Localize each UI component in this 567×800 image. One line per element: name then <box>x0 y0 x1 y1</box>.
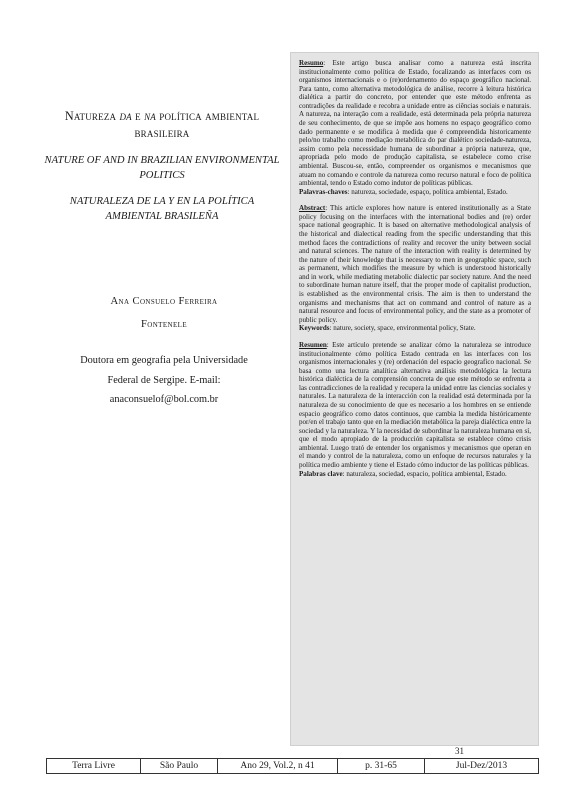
title-spanish: NATURALEZA DE LA Y EN LA POLÍTICA AMBIENTAL BRASILEÑA <box>69 196 255 222</box>
author-email: anaconsuelof@bol.com.br <box>109 394 219 405</box>
title-pt-na: na <box>144 109 156 123</box>
resumen-keywords-label: Palabras clave <box>299 469 343 478</box>
resumen-keywords: : naturaleza, sociedad, espacio, política ambiental, Estado. <box>342 469 507 478</box>
resumen-paragraph <box>299 341 531 478</box>
author-name <box>66 290 262 336</box>
affiliation-line2: Federal de Sergipe. E-mail: <box>107 374 221 386</box>
footer-city: São Paulo <box>140 759 217 773</box>
affiliation-line1: Doutora em geografia pela Universidade <box>80 355 248 366</box>
author-affiliation <box>50 351 278 410</box>
resumo-text: : Este artigo busca analisar como a natureza está inscrita institucionalmente como política de Estado, focalizando as interfaces com os organismos internacionais e o (re)ordenamento do espaço geográfico nacional. Para tanto, como alternativa metodológica de análise, recorre à leitura histórica dialética a partir do concreto, por entender que este método enfrenta as contradições da realidade e recobra a unidade entre as ciências sociais e naturais. A natureza, na interação com a realidade, está determinada pela própria natureza de seu conhecimento, de que se impõe aos homens no espaço geográfico como dado permanente e se modifica à medida que é compreendida historicamente pelo/no trabalho como mediação metabólica do par dialético sociedade-natureza, assim como pela necessidade humana de subordinar a própria natureza, que, apropriada pelo modo de produção capitalista, se estabelece como crise ambiental. Buscou-se, então, compreender os organismos e mecanismos que atuam no comando e controle da natureza como recurso natural e foco de política ambiental, tendo o Estado como indutor de políticas públicas. <box>299 59 531 188</box>
resumo-keywords-label: Palavras-chaves <box>299 187 348 196</box>
resumen-label: Resumen <box>299 340 327 349</box>
journal-footer <box>46 758 539 774</box>
title-portuguese <box>44 108 280 142</box>
title-pt-part3: política ambiental brasileira <box>134 109 260 140</box>
footer-date: Jul-Dez/2013 <box>424 759 538 773</box>
footer-journal: Terra Livre <box>72 761 115 771</box>
author-name-line2: Fontenele <box>140 319 188 330</box>
title-pt-part2: e <box>131 109 145 123</box>
footer-pages: p. 31-65 <box>337 759 424 773</box>
title-pt-da: da <box>119 109 132 123</box>
resumen-text: : Este artículo pretende se analizar cómo la naturaleza se introduce institucionalmente cómo política Estado centrada en las interfaces con los organismos internacionales y (re) ordenación del espacio geografico nacional. Se basa como una lectura analítica alternativa análisis metodológica la lectura histórica dialéctica de la comprensión concreta de que este método se enfrenta a las contradicciones de la realidad y recupera la unidad entre las ciencias sociales y naturales. La naturaleza de la interacción con la realidad está determinada por la naturaleza de su conocimiento de que es necesario a los hombres en se entiende espacio geográfico como datos continuos, que cambia la medida históricamente por/en el trabajo tanto que en la mediación metabólica la pareja dialéctica entre la sociedad y la naturaleza. Y la necesidad de subordinar la naturaleza humana en sí, que el modo apropiado de la producción capitalista se establece cómo crisis ambiental. Luego trató de entender los organismos y mecanismos que operan en el mando y control de la naturaleza, como un enfoque de recursos naturales y la política medio ambiente y tiene el Estado cómo inductor de las políticas públicas. <box>299 340 531 470</box>
abstract-keywords-label: Keywords <box>299 324 330 333</box>
abstracts-panel <box>290 52 539 746</box>
abstract-keywords: : nature, society, space, environmental policy, State. <box>329 324 476 333</box>
abstract-text: : This article explores how nature is entered institutionally as a State policy focusing on the interfaces with the international bodies and (re) order space national geographic. It is based on alternative methodological analysis of the historical and dialectical reading from the specific understanding that this method faces the contradictions of reality and recover the unity between social and natural sciences. The nature of the interaction with reality is determined by the nature of their knowledge that is necessary to men in geographic space, such as permanent, which modifies the measure by which is understood historically and in work, while mediating metabolic dialectic par society nature. And the need to subordinate human nature itself, that the proper mode of capitalist production, is established as the environmental crisis. The aim is then to understand the organisms and mechanisms that act on command and control of nature as a natural resource and focus of environmental policy, and the state as a promoter of public policy. <box>299 204 531 324</box>
title-pt-part1: Natureza <box>64 109 120 123</box>
title-english: NATURE OF AND IN BRAZILIAN ENVIRONMENTAL POLITICS <box>44 155 280 181</box>
author-name-line1: Ana Consuelo Ferreira <box>110 296 218 307</box>
abstract-paragraph <box>299 204 531 333</box>
page-number: 31 <box>455 746 464 756</box>
resumo-label: Resumo <box>299 59 324 67</box>
abstract-label: Abstract <box>299 204 326 213</box>
resumo-keywords: : natureza, sociedade, espaço, política ambiental, Estado. <box>347 187 508 196</box>
footer-volume: Ano 29, Vol.2, n 41 <box>217 759 337 773</box>
resumo-paragraph <box>299 59 531 196</box>
title-block <box>44 96 280 224</box>
